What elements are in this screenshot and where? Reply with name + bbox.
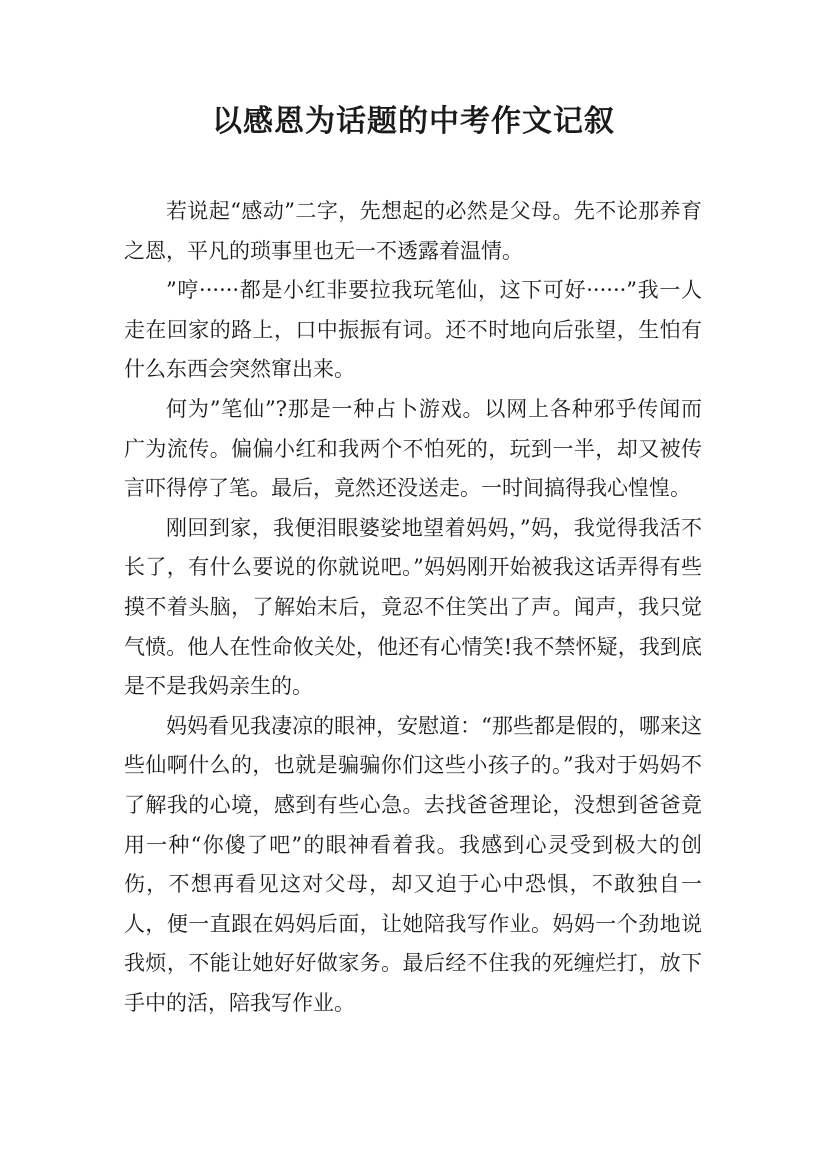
- document-body: [124, 192, 702, 1023]
- paragraph: 刚回到家，我便泪眼婆娑地望着妈妈，”妈，我觉得我活不长了，有什么要说的你就说吧。”妈妈刚开始被我这话弄得有些摸不着头脑，了解始末后，竟忍不住笑出了声。闻声，我只觉气愤。他人在性命攸关处，他还有心情笑!我不禁怀疑，我到底是不是我妈亲生的。: [124, 515, 702, 699]
- paragraph: ”哼······都是小红非要拉我玩笔仙，这下可好······”我一人走在回家的路上，口中振振有词。还不时地向后张望，生怕有什么东西会突然窜出来。: [124, 278, 702, 382]
- paragraph: 若说起“感动”二字，先想起的必然是父母。先不论那养育之恩，平凡的琐事里也无一不透露着温情。: [124, 199, 702, 263]
- paragraph: 妈妈看见我凄凉的眼神，安慰道：“那些都是假的，哪来这些仙啊什么的，也就是骗骗你们这些小孩子的。”我对于妈妈不了解我的心境，感到有些心急。去找爸爸理论，没想到爸爸竟用一种“你傻了吧”的眼神看着我。我感到心灵受到极大的创伤，不想再看见这对父母，却又迫于心中恐惧，不敢独自一人，便一直跟在妈妈后面，让她陪我写作业。妈妈一个劲地说我烦，不能让她好好做家务。最后经不住我的死缠烂打，放下手中的活，陪我写作业。: [124, 713, 702, 1015]
- document-title: 以感恩为话题的中考作文记叙: [212, 104, 615, 139]
- paragraph: 何为”笔仙”?那是一种占卜游戏。以网上各种邪乎传闻而广为流传。偏偏小红和我两个不怕死的，玩到一半，却又被传言吓得停了笔。最后，竟然还没送走。一时间搞得我心惶惶。: [124, 396, 702, 501]
